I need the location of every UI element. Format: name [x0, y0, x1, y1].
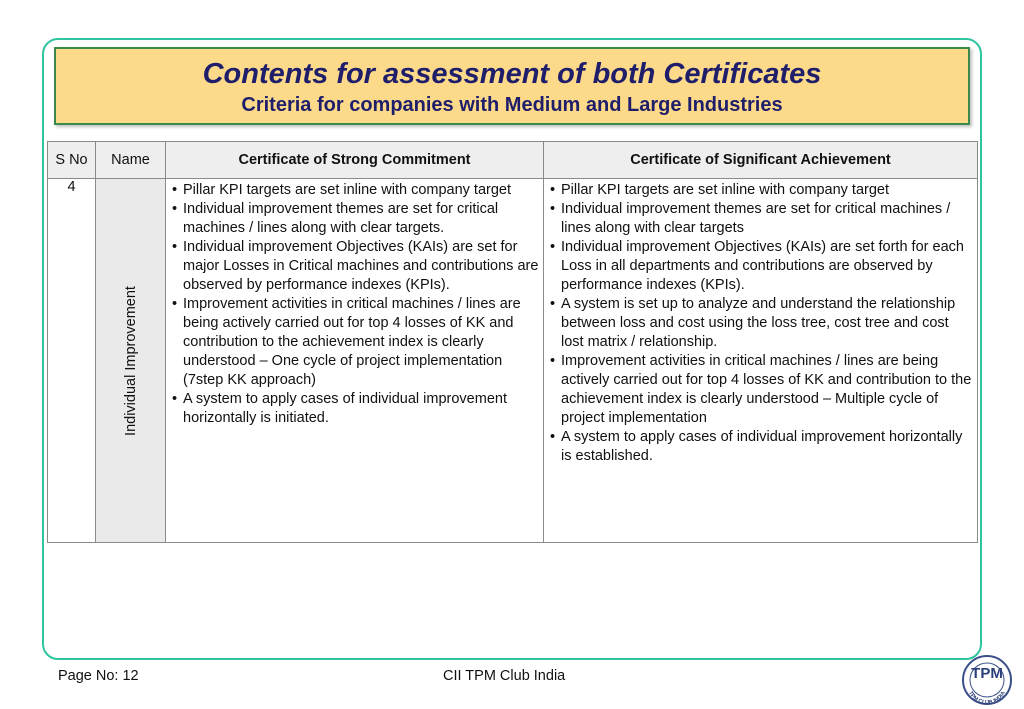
page-subtitle: Criteria for companies with Medium and Large Industries	[241, 94, 783, 116]
criteria-table	[47, 141, 978, 543]
footer-organization: CII TPM Club India	[443, 668, 566, 684]
header-significant-achievement: Certificate of Significant Achievement	[544, 142, 978, 179]
list-item: • Individual improvement themes are set for critical machines / lines along with clear targets.	[172, 200, 541, 238]
strong-commitment-cell	[166, 179, 544, 543]
title-banner	[54, 47, 970, 125]
logo-ring-text: TPM CLUB INDIA	[967, 690, 1007, 706]
list-item: • Pillar KPI targets are set inline with company target	[550, 181, 975, 200]
list-item: • A system to apply cases of individual improvement horizontally is established.	[550, 428, 975, 466]
list-item: • Individual improvement Objectives (KAIs) are set for major Losses in Critical machines and contributions are observed by performance indexes (KPIs).	[172, 238, 541, 295]
logo-text: TPM	[971, 665, 1003, 682]
page-title: Contents for assessment of both Certificates	[202, 58, 822, 90]
list-item: • A system to apply cases of individual improvement horizontally is initiated.	[172, 390, 541, 428]
significant-achievement-list	[544, 179, 977, 466]
significant-achievement-cell	[544, 179, 978, 543]
page-number: Page No: 12	[58, 668, 139, 684]
list-item: • Improvement activities in critical machines / lines are being actively carried out for top 4 losses of KK and contribution to the achievement index is clearly understood – Multiple cycle of project implementation	[550, 352, 975, 428]
tpm-club-logo	[958, 654, 1016, 706]
list-item: • Improvement activities in critical machines / lines are being actively carried out for top 4 losses of KK and contribution to the achievement index is clearly understood – One cycle of project implementation (7step KK approach)	[172, 295, 541, 390]
header-strong-commitment: Certificate of Strong Commitment	[166, 142, 544, 179]
list-item: • Pillar KPI targets are set inline with company target	[172, 181, 541, 200]
strong-commitment-list	[166, 179, 543, 428]
header-sno: S No	[48, 142, 96, 179]
table-header-row	[48, 142, 978, 179]
row-name-cell	[96, 179, 166, 543]
list-item: • Individual improvement themes are set for critical machines / lines along with clear targets	[550, 200, 975, 238]
header-name: Name	[96, 142, 166, 179]
list-item: • Individual improvement Objectives (KAIs) are set forth for each Loss in all departments and contributions are observed by performance indexes (KPIs).	[550, 238, 975, 295]
table-row	[48, 179, 978, 543]
list-item: • A system is set up to analyze and understand the relationship between loss and cost using the loss tree, cost tree and cost lost matrix / relationship.	[550, 295, 975, 352]
row-name: Individual Improvement	[122, 285, 139, 436]
row-sno: 4	[48, 179, 96, 543]
